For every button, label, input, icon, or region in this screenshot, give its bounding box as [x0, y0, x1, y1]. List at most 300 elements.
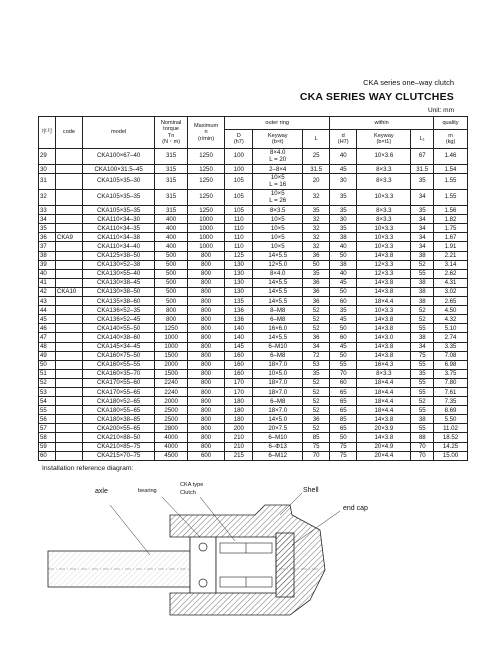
- cell-k2: 16×4.3: [357, 360, 411, 369]
- cell-L1: 34: [411, 215, 434, 224]
- cell-L: 25: [303, 149, 330, 165]
- cell-L: 32: [303, 190, 330, 206]
- cell-tn: 800: [155, 315, 188, 324]
- cell-model: CKA170×55–65: [83, 387, 155, 396]
- col-tn: Tn: [167, 132, 175, 139]
- cell-d: 50: [330, 324, 357, 333]
- clutch-label: Clutch: [180, 490, 196, 496]
- cell-D: 110: [225, 242, 253, 251]
- cell-tn: 500: [155, 260, 188, 269]
- cell-k1: [253, 149, 303, 165]
- cell-tn: 500: [155, 278, 188, 287]
- cell-model: CKA210×88–50: [83, 433, 155, 442]
- cell-model: CKA105×35–35: [83, 190, 155, 206]
- cell-n: 800: [187, 324, 224, 333]
- col-L: L: [303, 130, 330, 149]
- cell-k1-line1: 18×7.0: [268, 361, 288, 369]
- cell-code: [55, 206, 82, 215]
- cell-tn: 1500: [155, 351, 188, 360]
- cell-k1: [253, 251, 303, 260]
- cell-code: [55, 324, 82, 333]
- cell-L1: 35: [411, 369, 434, 378]
- cell-D: 170: [225, 387, 253, 396]
- col-keyway2-label: Keyway: [374, 132, 394, 139]
- cell-L: 36: [303, 415, 330, 424]
- cell-k1: [253, 442, 303, 451]
- cell-m: 3.02: [434, 287, 468, 296]
- cell-n: 800: [187, 287, 224, 296]
- cell-n: 1250: [187, 149, 224, 165]
- table-row: [39, 442, 468, 451]
- cell-model: CKA170×55–60: [83, 378, 155, 387]
- bearing-label: bearing: [138, 488, 157, 494]
- table-row: [39, 351, 468, 360]
- table-row: [39, 278, 468, 287]
- cell-code: [55, 165, 82, 174]
- cell-model: CKA136×52–35: [83, 306, 155, 315]
- cell-tn: 2240: [155, 378, 188, 387]
- clutch-spec-table: [38, 116, 468, 461]
- cell-k2: 14×3.0: [357, 333, 411, 342]
- cell-tn: 500: [155, 251, 188, 260]
- cell-k1: [253, 224, 303, 233]
- cell-m: 2.62: [434, 269, 468, 278]
- page-title: CKA SERIES WAY CLUTCHES: [299, 91, 454, 103]
- cell-n: 800: [187, 315, 224, 324]
- cell-code: [55, 251, 82, 260]
- cell-D: 105: [225, 190, 253, 206]
- cell-L: 52: [303, 424, 330, 433]
- table-row: [39, 269, 468, 278]
- cell-model: CKA136×52–45: [83, 315, 155, 324]
- cell-n: 1250: [187, 165, 224, 174]
- cell-code: CKA10: [55, 287, 82, 296]
- cell-k1-line1: 14×5.5: [268, 279, 288, 287]
- cell-model: CKA110×34–38: [83, 233, 155, 242]
- cell-k1-line1: 6–M8: [270, 352, 286, 360]
- table-row: [39, 165, 468, 174]
- cell-k2: 18×4.4: [357, 387, 411, 396]
- cell-code: [55, 149, 82, 165]
- cell-d: 35: [330, 190, 357, 206]
- cell-D: 160: [225, 351, 253, 360]
- cell-tn: 315: [155, 149, 188, 165]
- table-row: [39, 306, 468, 315]
- cell-no: 60: [39, 451, 56, 460]
- cell-L: 52: [303, 397, 330, 406]
- cell-k2: 14×3.8: [357, 351, 411, 360]
- cell-m: 4.50: [434, 306, 468, 315]
- cell-code: [55, 306, 82, 315]
- cell-k1: [253, 287, 303, 296]
- cell-k1-line1: 8×4.0: [270, 148, 286, 156]
- cell-tn: 1500: [155, 369, 188, 378]
- cell-k2: 8×3.3: [357, 206, 411, 215]
- cell-m: 7.35: [434, 397, 468, 406]
- cell-m: 1.46: [434, 149, 468, 165]
- cell-L: 36: [303, 278, 330, 287]
- cell-k1-line1: 6–Φ13: [268, 443, 287, 451]
- cell-L1: 88: [411, 433, 434, 442]
- cell-no: 29: [39, 149, 56, 165]
- cell-code: [55, 260, 82, 269]
- cell-no: 42: [39, 287, 56, 296]
- cell-tn: 2000: [155, 397, 188, 406]
- cell-no: 35: [39, 224, 56, 233]
- cell-no: 53: [39, 387, 56, 396]
- table-row: [39, 190, 468, 206]
- col-keyway2: [357, 130, 411, 149]
- cell-code: [55, 424, 82, 433]
- col-no: 序号: [39, 117, 56, 149]
- cell-model: CKA130×55–40: [83, 269, 155, 278]
- cell-tn: 315: [155, 190, 188, 206]
- cell-no: 33: [39, 206, 56, 215]
- cell-m: 1.55: [434, 190, 468, 206]
- cell-model: CKA140×38–60: [83, 333, 155, 342]
- cell-no: 37: [39, 242, 56, 251]
- table-row: [39, 260, 468, 269]
- table-row: [39, 378, 468, 387]
- cell-D: 110: [225, 215, 253, 224]
- cell-d: 35: [330, 206, 357, 215]
- cell-k1: [253, 369, 303, 378]
- cell-no: 47: [39, 333, 56, 342]
- cell-n: 800: [187, 397, 224, 406]
- cell-k2: 10×3.6: [357, 149, 411, 165]
- cell-m: 7.80: [434, 378, 468, 387]
- table-row: [39, 242, 468, 251]
- cell-k1: [253, 351, 303, 360]
- cell-L: 70: [303, 451, 330, 460]
- cell-n: 800: [187, 342, 224, 351]
- cell-k2: 14×3.8: [357, 287, 411, 296]
- cell-L: 35: [303, 369, 330, 378]
- cell-m: 3.14: [434, 260, 468, 269]
- cell-L: 32: [303, 215, 330, 224]
- cell-m: 3.75: [434, 369, 468, 378]
- cell-L1: 70: [411, 451, 434, 460]
- cell-k1-line1: 8×4.0: [270, 270, 286, 278]
- cell-k1-line1: 10×5.0: [268, 370, 288, 378]
- cell-k1-line1: 6–M12: [268, 452, 288, 460]
- shell-label: Shell: [303, 487, 319, 494]
- cell-D: 130: [225, 287, 253, 296]
- cell-m: 5.10: [434, 324, 468, 333]
- cell-k2: 10×3.3: [357, 306, 411, 315]
- cell-m: 3.35: [434, 342, 468, 351]
- cell-L1: 75: [411, 351, 434, 360]
- cell-k1: [253, 397, 303, 406]
- cell-k1-line1: 18×7.0: [268, 406, 288, 414]
- cell-no: 40: [39, 269, 56, 278]
- cell-no: 59: [39, 442, 56, 451]
- cell-d: 75: [330, 442, 357, 451]
- col-D: [225, 130, 253, 149]
- cell-model: CKA130×52–38: [83, 260, 155, 269]
- cell-L: 32: [303, 242, 330, 251]
- cell-n: 1000: [187, 242, 224, 251]
- cell-k1: [253, 306, 303, 315]
- cell-m: 2.65: [434, 297, 468, 306]
- cell-m: 7.08: [434, 351, 468, 360]
- table-row: [39, 174, 468, 190]
- cell-tn: 500: [155, 297, 188, 306]
- cell-d: 60: [330, 333, 357, 342]
- cell-D: 100: [225, 165, 253, 174]
- cell-k1-line1: 14×5.5: [268, 252, 288, 260]
- cell-k1-line1: 12×5.0: [268, 261, 288, 269]
- cell-code: [55, 333, 82, 342]
- cell-L1: 35: [411, 206, 434, 215]
- table-row: [39, 415, 468, 424]
- cell-no: 52: [39, 378, 56, 387]
- cell-k1: [253, 315, 303, 324]
- cell-code: [55, 387, 82, 396]
- cell-D: 180: [225, 406, 253, 415]
- cell-k1-line1: 16×6.0: [268, 324, 288, 332]
- col-n: n: [204, 129, 208, 136]
- cell-D: 105: [225, 174, 253, 190]
- cell-D: 215: [225, 451, 253, 460]
- cell-d: 50: [330, 251, 357, 260]
- cell-k1: [253, 174, 303, 190]
- cell-tn: 400: [155, 233, 188, 242]
- cell-D: 210: [225, 433, 253, 442]
- cell-n: 1250: [187, 206, 224, 215]
- cell-tn: 2240: [155, 387, 188, 396]
- cell-tn: 4500: [155, 451, 188, 460]
- cell-d: 35: [330, 224, 357, 233]
- cell-k1-line1: 20×7.5: [268, 424, 288, 432]
- col-keyway: [253, 130, 303, 149]
- cell-L: 52: [303, 315, 330, 324]
- table-row: [39, 424, 468, 433]
- cell-d: 45: [330, 165, 357, 174]
- cell-n: 800: [187, 387, 224, 396]
- table-row: [39, 233, 468, 242]
- cell-d: 75: [330, 451, 357, 460]
- cell-k1-line1: 10×5: [270, 174, 285, 181]
- cell-L: 36: [303, 287, 330, 296]
- cell-m: 1.54: [434, 165, 468, 174]
- col-d-tol: (H7): [337, 139, 349, 145]
- cell-no: 36: [39, 233, 56, 242]
- cell-n: 800: [187, 442, 224, 451]
- cell-k1-line2: L = 26: [269, 196, 287, 204]
- cell-k2: 8×3.3: [357, 174, 411, 190]
- cell-k1: [253, 378, 303, 387]
- cell-code: [55, 351, 82, 360]
- cell-D: 160: [225, 369, 253, 378]
- cell-m: 1.56: [434, 206, 468, 215]
- end-cap-shape: [276, 533, 294, 597]
- col-maximum: [187, 117, 224, 149]
- cell-no: 45: [39, 315, 56, 324]
- cell-D: 125: [225, 251, 253, 260]
- cell-d: 38: [330, 260, 357, 269]
- cell-k1: [253, 415, 303, 424]
- cell-code: [55, 406, 82, 415]
- table-row: [39, 360, 468, 369]
- cell-D: 130: [225, 278, 253, 287]
- cell-k2: 14×3.8: [357, 315, 411, 324]
- cell-model: CKA130×38–45: [83, 278, 155, 287]
- cka-type-label: CKA type: [180, 482, 204, 488]
- cell-no: 38: [39, 251, 56, 260]
- cell-m: 1.82: [434, 215, 468, 224]
- cell-m: 1.55: [434, 174, 468, 190]
- cell-k1: [253, 278, 303, 287]
- cell-d: 40: [330, 149, 357, 165]
- cell-model: CKA105×35–35: [83, 206, 155, 215]
- cell-k2: 12×3.3: [357, 260, 411, 269]
- cell-L1: 55: [411, 424, 434, 433]
- cell-k1-line1: 10×5: [270, 215, 285, 223]
- cell-L1: 55: [411, 378, 434, 387]
- cell-tn: 4000: [155, 433, 188, 442]
- cell-code: [55, 215, 82, 224]
- cell-no: 43: [39, 297, 56, 306]
- table-row: [39, 387, 468, 396]
- table-row: [39, 149, 468, 165]
- cell-model: CKA140×55–50: [83, 324, 155, 333]
- cell-model: CKA110×34–30: [83, 215, 155, 224]
- cell-code: [55, 278, 82, 287]
- table-row: [39, 369, 468, 378]
- cell-code: [55, 269, 82, 278]
- cell-L1: 38: [411, 278, 434, 287]
- cell-D: 130: [225, 260, 253, 269]
- col-model: model: [83, 117, 155, 149]
- table-row: [39, 287, 468, 296]
- cell-k2: 20×3.9: [357, 424, 411, 433]
- cell-d: 30: [330, 215, 357, 224]
- col-n-unit: (r/min): [197, 135, 215, 142]
- cell-D: 170: [225, 378, 253, 387]
- cell-tn: 2000: [155, 360, 188, 369]
- cell-L1: 52: [411, 315, 434, 324]
- cell-d: 55: [330, 360, 357, 369]
- cell-L: 72: [303, 351, 330, 360]
- cell-model: CKA105×35–30: [83, 174, 155, 190]
- cell-L1: 34: [411, 342, 434, 351]
- cell-tn: 1000: [155, 333, 188, 342]
- cell-code: [55, 451, 82, 460]
- cell-k2: 14×3.8: [357, 415, 411, 424]
- cell-k2: 20×4.9: [357, 442, 411, 451]
- cell-no: 39: [39, 260, 56, 269]
- cell-L: 32: [303, 224, 330, 233]
- cell-d: 50: [330, 287, 357, 296]
- axle-label: axle: [95, 488, 108, 495]
- cell-k2: 8×3.3: [357, 369, 411, 378]
- cell-model: CKA145×34–45: [83, 342, 155, 351]
- cell-code: [55, 442, 82, 451]
- cell-d: 85: [330, 415, 357, 424]
- cell-n: 1250: [187, 190, 224, 206]
- cell-k1: [253, 190, 303, 206]
- cell-tn: 315: [155, 206, 188, 215]
- cell-k1: [253, 406, 303, 415]
- cell-k2: 18×4.4: [357, 397, 411, 406]
- cell-k1: [253, 242, 303, 251]
- cell-code: [55, 190, 82, 206]
- cell-code: [55, 297, 82, 306]
- cell-L: 52: [303, 306, 330, 315]
- cell-model: CKA200×55–65: [83, 424, 155, 433]
- diagram-title: Installation reference diagram:: [42, 465, 134, 472]
- cell-L: 52: [303, 387, 330, 396]
- cell-n: 800: [187, 369, 224, 378]
- cell-k1-line1: 10×5: [270, 243, 285, 251]
- col-torque: [155, 117, 188, 149]
- cell-d: 50: [330, 351, 357, 360]
- cell-d: 60: [330, 297, 357, 306]
- cell-k1: [253, 387, 303, 396]
- cell-k1: [253, 433, 303, 442]
- cell-no: 50: [39, 360, 56, 369]
- installation-diagram: [40, 475, 340, 630]
- cell-no: 31: [39, 174, 56, 190]
- cell-no: 49: [39, 351, 56, 360]
- cell-tn: 1000: [155, 342, 188, 351]
- cell-L1: 52: [411, 306, 434, 315]
- cell-code: [55, 415, 82, 424]
- cell-d: 38: [330, 233, 357, 242]
- cell-m: 7.61: [434, 387, 468, 396]
- col-D-label: D: [236, 132, 241, 139]
- cell-L: 31.5: [303, 165, 330, 174]
- cell-D: 180: [225, 397, 253, 406]
- cell-k1-line2: L = 20: [269, 155, 287, 163]
- cell-L1: 38: [411, 415, 434, 424]
- cell-k1-line1: 6–M10: [268, 433, 288, 441]
- cell-n: 1000: [187, 224, 224, 233]
- cell-tn: 2500: [155, 406, 188, 415]
- cell-D: 180: [225, 415, 253, 424]
- cell-m: 1.67: [434, 233, 468, 242]
- cell-L: 32: [303, 233, 330, 242]
- cell-L: 36: [303, 297, 330, 306]
- cell-n: 1250: [187, 174, 224, 190]
- cell-m: 6.98: [434, 360, 468, 369]
- cell-code: [55, 242, 82, 251]
- cell-L: 35: [303, 269, 330, 278]
- cell-k2: 10×3.3: [357, 233, 411, 242]
- cell-k2: 12×3.3: [357, 269, 411, 278]
- cell-n: 800: [187, 351, 224, 360]
- cell-model: CKA180×38–85: [83, 415, 155, 424]
- cell-k1-line1: 10×5: [270, 224, 285, 232]
- cell-no: 48: [39, 342, 56, 351]
- cell-model: CKA110×34–40: [83, 242, 155, 251]
- cell-no: 46: [39, 324, 56, 333]
- cell-k1: [253, 269, 303, 278]
- cell-code: [55, 397, 82, 406]
- cell-n: 800: [187, 406, 224, 415]
- cell-no: 34: [39, 215, 56, 224]
- cell-L1: 52: [411, 260, 434, 269]
- cell-D: 105: [225, 206, 253, 215]
- cell-L1: 34: [411, 242, 434, 251]
- cell-n: 800: [187, 251, 224, 260]
- cell-L1: 55: [411, 387, 434, 396]
- cell-k1-line2: L = 16: [269, 180, 287, 188]
- cell-tn: 2800: [155, 424, 188, 433]
- cell-code: CKA9: [55, 233, 82, 242]
- col-D-tol: (h7): [233, 139, 244, 145]
